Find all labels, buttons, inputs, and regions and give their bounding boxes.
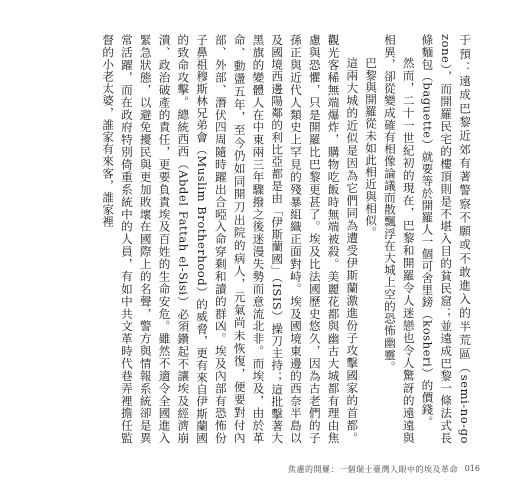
running-title: 焦慮的開羅：一個瑞士臺灣人眼中的埃及革命 — [288, 465, 458, 474]
paragraph: 巴黎與開羅從未如此相近與相似。 — [364, 57, 379, 239]
page-footer — [0, 464, 520, 478]
paragraph: 于預：遠成巴黎近郊有著警察不願或不敢進入的半荒區（semi-no-go zone），而開羅民宅的樓頂則是不堪入目的貧民窟；並遠成巴黎一條法式長條麵包（baguette）就要等於開羅人一個可舍里鎊（kosheri）的價錢。 — [420, 34, 472, 444]
body-text — [46, 34, 474, 444]
paragraph: 然而，二十一世紀初的現在，巴黎和開羅令人迷戀也令人驚訝的遠遠與相異，卻從變成確有相像論議而散飄浮在大城上空的恐怖幽靈。 — [382, 34, 416, 444]
page-number: 016 — [464, 464, 480, 473]
paragraph: 這兩大城的近似是因為它們同為遭受伊斯蘭激進份子攻擊國家的首都。觀光客稀無端爆炸，購物吃飯時無端被殺。美麗花都與幽古大城都有理由焦慮與恐懼，只是開羅比巴黎更甚了。埃及比法國歷史悠久，因為古老們的子孫正與近代人類史上罕見的殘暴組織正面對峙。埃及國境東邊的西奈半島以及國境西邊陽鄰的利比亞都是由「伊斯蘭國」（ISIS）操刀主持；這批擊著大黑旗的變體人在中東兩三年驟撥之後迷漫失勢而意流北非。而埃及，由於革命、動盪五年，至今仍如同開刀出院的病人，元氣尚未恢復，便要對付內部、外部、潛伏四周隨時躍出合啞入命穿剩和讀的群凶。埃及內部有恐怖份子鼻祖穆斯林兄弟會（Muslim Brotherhood）的威脅，更有來自伊斯蘭國的致命攻擊。總統西西（Abdel Fattah el-Sisi）必須鑽起不讓埃及經濟崩潰、政治破產的責任，更要負責埃及百姓的生命安危。雖然不適令全國進入緊急狀態，以避免擾民與更加敗壞在國際上的名聲，警方與情報系統卻是異常活躍，而在政府特別倚重系統中的人員，有如中共文革時代巷弄裡擔任監督的小老太婆，誰家有來客，誰家裡 — [101, 34, 360, 444]
